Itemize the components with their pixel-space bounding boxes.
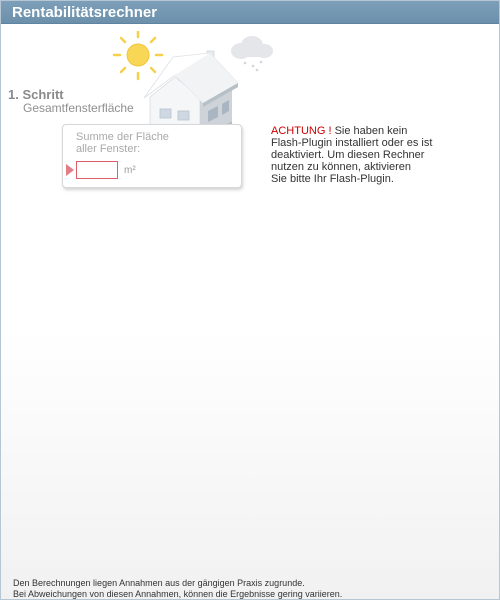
triangle-right-icon (66, 164, 74, 176)
cloud-icon (231, 36, 273, 71)
disclaimer-line1: Den Berechnungen liegen Annahmen aus der gängigen Praxis zugrunde. (13, 578, 305, 588)
window-area-label-line1: Summe der Fläche (76, 131, 169, 143)
title-bar (1, 1, 499, 24)
warning-line4: nutzen zu können, aktivieren (271, 161, 412, 173)
warning-line1: Sie haben kein (334, 125, 408, 137)
sun-icon (114, 31, 162, 79)
disclaimer-line2: Bei Abweichungen von diesen Annahmen, können die Ergebnisse gering variieren. (13, 589, 343, 599)
window-area-input[interactable] (76, 161, 118, 179)
warning-line3: deaktiviert. Um diesen Rechner (271, 149, 425, 161)
step-subtitle: Gesamtfensterfläche (23, 101, 134, 115)
window-area-label-line2: aller Fenster: (76, 143, 141, 155)
window-area-panel (62, 124, 242, 188)
window-area-label (76, 131, 206, 155)
warning-title: ACHTUNG ! (271, 125, 332, 137)
step-title: 1. Schritt (8, 87, 64, 102)
warning-line5: Sie bitte Ihr Flash-Plugin. (271, 173, 394, 185)
flash-warning (271, 125, 451, 185)
warning-line2: Flash-Plugin installiert oder es ist (271, 137, 433, 149)
area-unit: m² (124, 165, 136, 176)
window-title: Rentabilitätsrechner (12, 4, 158, 21)
disclaimer (13, 578, 342, 600)
